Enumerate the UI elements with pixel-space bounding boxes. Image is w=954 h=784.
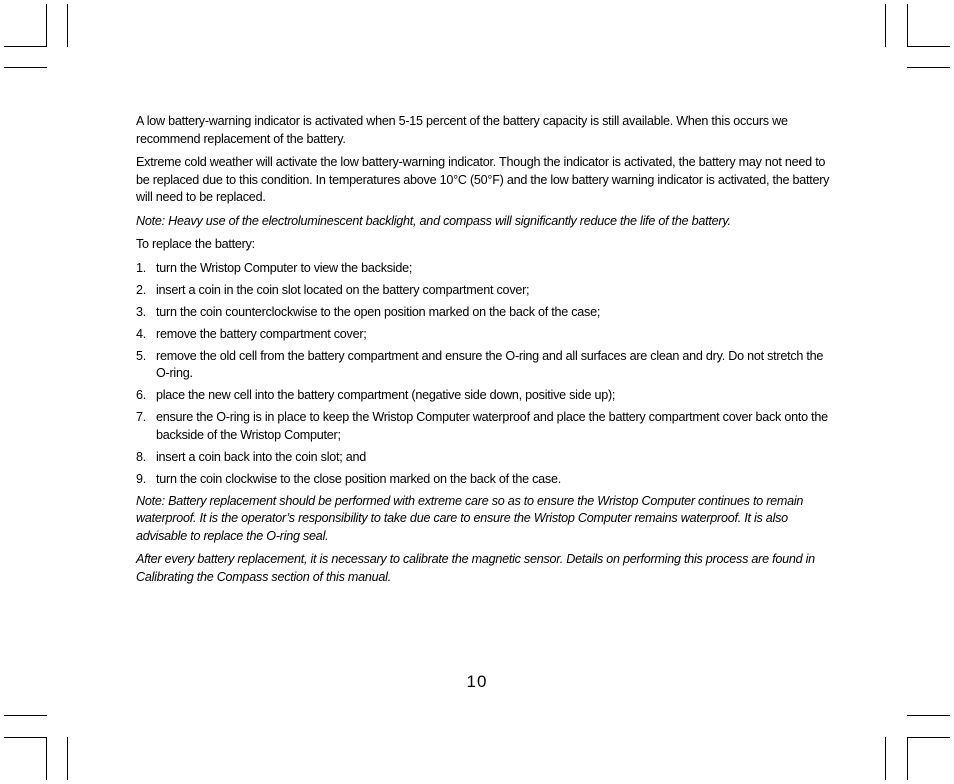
waterproof-note: Note: Battery replacement should be performed with extreme care so as to ensure the Wristop Computer continues to remain waterproof. It is the operator’s responsibility to take due care to ensure the Wristop Computer remains waterproof. It is also advisable to replace the O-ring seal. — [136, 493, 804, 543]
step-text: turn the Wristop Computer to view the backside; — [156, 260, 413, 275]
replace-intro: To replace the battery: — [136, 237, 255, 251]
crop-mark — [907, 737, 950, 738]
step-number: 7. — [136, 410, 147, 424]
backlight-note: Note: Heavy use of the electroluminescent backlight, and compass will significantly reduce the life of the battery. — [136, 213, 731, 228]
step-text: remove the battery compartment cover; — [156, 326, 367, 341]
step-text: ensure the O-ring is in place to keep the Wristop Computer waterproof and place the battery compartment cover back onto the backside of the Wristop Computer; — [156, 410, 828, 442]
step-text: place the new cell into the battery compartment (negative side down, positive side up); — [156, 388, 616, 402]
step-text: insert a coin in the coin slot located on the battery compartment cover; — [156, 282, 530, 297]
step-number: 6. — [136, 388, 147, 402]
crop-mark — [885, 4, 886, 47]
replacement-steps — [136, 260, 832, 489]
list-item — [136, 409, 832, 444]
step-number: 9. — [136, 471, 147, 486]
crop-mark — [67, 4, 68, 47]
crop-mark — [907, 4, 908, 47]
step-number: 3. — [136, 304, 147, 319]
step-number: 1. — [136, 260, 147, 275]
crop-mark — [907, 715, 950, 716]
step-number: 2. — [136, 282, 147, 297]
list-item — [136, 304, 832, 322]
page-number: 10 — [466, 672, 488, 691]
list-item — [136, 348, 832, 383]
list-item — [136, 471, 832, 489]
list-item — [136, 387, 832, 405]
crop-mark — [907, 67, 950, 68]
page-content — [136, 113, 832, 592]
calibration-note: After every battery replacement, it is necessary to calibrate the magnetic sensor. Details on performing this process are found in Calibrating the Compass section of this manual. — [136, 552, 815, 584]
step-number: 5. — [136, 348, 147, 363]
step-text: turn the coin counterclockwise to the open position marked on the back of the case; — [156, 304, 601, 319]
crop-mark — [67, 737, 68, 780]
cold-weather-paragraph: Extreme cold weather will activate the low battery-warning indicator. Though the indicator is activated, the battery may not need to be replaced due to this condition. In temperatures above 10°C (50°F) and the low battery warning indicator is activated, the battery will need to be replaced. — [136, 155, 830, 204]
list-item — [136, 260, 832, 278]
list-item — [136, 282, 832, 300]
crop-mark — [4, 67, 47, 68]
step-text: remove the old cell from the battery compartment and ensure the O-ring and all surfaces are clean and dry. Do not stretch the O-ring. — [156, 348, 824, 380]
crop-mark — [4, 737, 47, 738]
crop-mark — [46, 4, 47, 47]
crop-mark — [907, 46, 950, 47]
crop-mark — [46, 737, 47, 780]
list-item — [136, 449, 832, 467]
crop-mark — [907, 737, 908, 780]
crop-mark — [4, 715, 47, 716]
step-number: 4. — [136, 326, 147, 341]
crop-mark — [885, 737, 886, 780]
step-text: turn the coin clockwise to the close position marked on the back of the case. — [156, 471, 561, 486]
crop-mark — [4, 46, 47, 47]
step-number: 8. — [136, 449, 147, 464]
battery-warning-paragraph: A low battery-warning indicator is activated when 5-15 percent of the battery capacity is still available. When this occurs we recommend replacement of the battery. — [136, 114, 788, 146]
step-text: insert a coin back into the coin slot; and — [156, 449, 367, 464]
list-item — [136, 326, 832, 344]
